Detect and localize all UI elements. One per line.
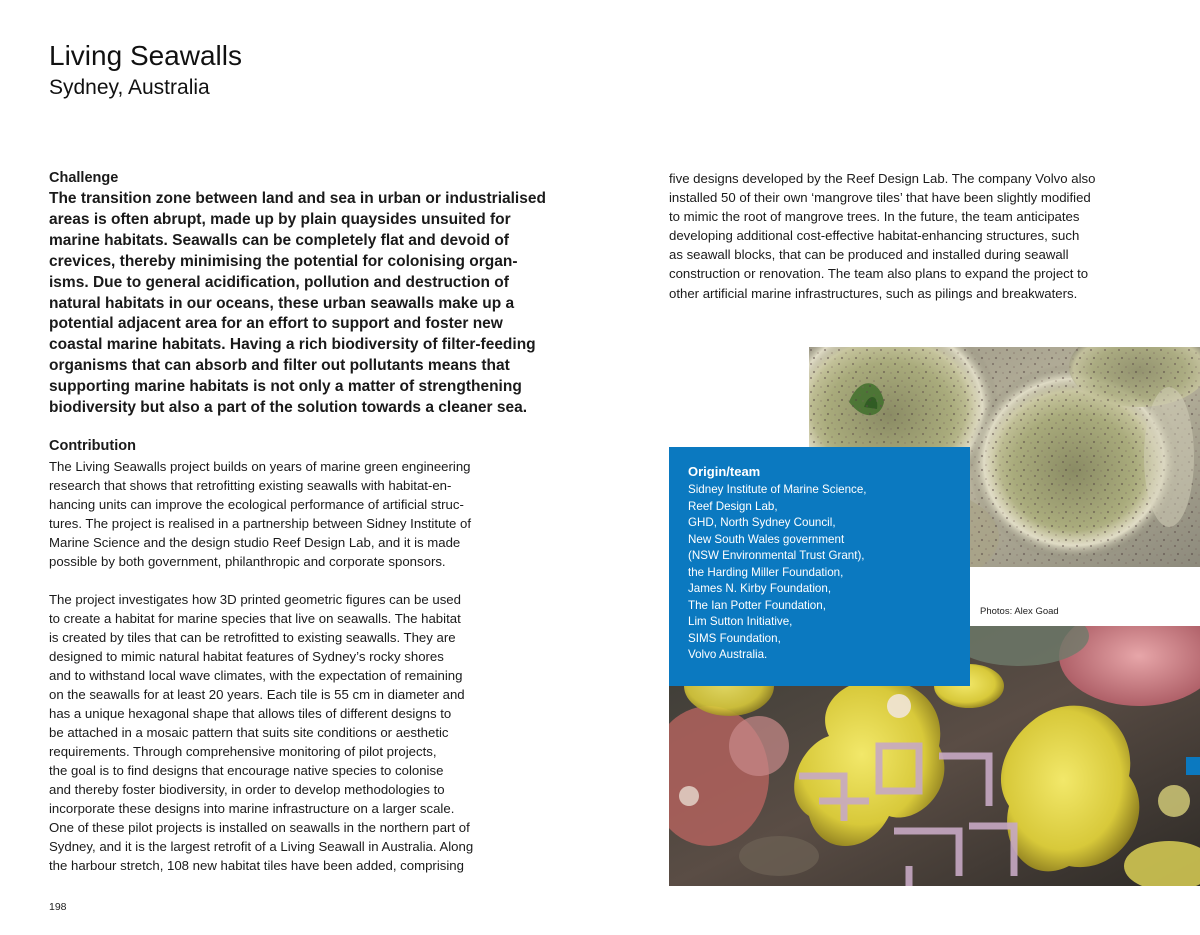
challenge-line: marine habitats. Seawalls can be completely flat and devoid of xyxy=(49,231,509,249)
contribution-heading: Contribution xyxy=(49,437,136,454)
paragraph-line: has a unique hexagonal shape that allows tiles of different designs to xyxy=(49,705,452,721)
origin-team-member: Sidney Institute of Marine Science, xyxy=(688,483,867,496)
paragraph-line: as seawall blocks, that can be produced and installed during seawall xyxy=(669,247,1069,263)
origin-team-member: Lim Sutton Initiative, xyxy=(688,615,793,628)
origin-title: Origin/team xyxy=(688,464,761,479)
paragraph-line: incorporate these designs into marine infrastructure on a larger scale. xyxy=(49,800,455,816)
paragraph-line: five designs developed by the Reef Design Lab. The company Volvo also xyxy=(669,171,1096,186)
paragraph-line: construction or renovation. The team also plans to expand the project to xyxy=(669,266,1089,282)
paragraph-line: The Living Seawalls project builds on years of marine green engineering xyxy=(49,458,471,474)
challenge-line: isms. Due to general acidification, pollution and destruction of xyxy=(49,273,509,291)
paragraph-line: Marine Science and the design studio Reef Design Lab, and it is made xyxy=(49,534,461,550)
paragraph-line: to mimic the root of mangrove trees. In the future, the team anticipates xyxy=(669,209,1080,225)
paragraph-line: hancing units can improve the ecological performance of artificial struc- xyxy=(49,496,464,512)
paragraph-line: Sydney, and it is the largest retrofit of a Living Seawall in Australia. Along xyxy=(49,838,474,854)
paragraph-line: other artificial marine infrastructures, such as pilings and breakwaters. xyxy=(669,285,1078,301)
photo-credit: Photos: Alex Goad xyxy=(980,606,1059,617)
paragraph-line: the goal is to find designs that encourage native species to colonise xyxy=(49,762,444,778)
paragraph-line: requirements. Through comprehensive monitoring of pilot projects, xyxy=(49,743,437,759)
contribution-paragraph-2 xyxy=(49,590,539,875)
origin-team-member: The Ian Potter Foundation, xyxy=(688,598,826,612)
challenge-line: areas is often abrupt, made up by plain quaysides unsuited for xyxy=(49,210,511,228)
origin-team-member: Reef Design Lab, xyxy=(688,499,778,513)
page-number: 198 xyxy=(49,901,67,913)
contribution-paragraph-1 xyxy=(49,457,539,571)
paragraph-line: designed to mimic natural habitat features of Sydney’s rocky shores xyxy=(49,648,444,664)
challenge-line: crevices, thereby minimising the potential for colonising organ- xyxy=(49,252,518,270)
right-column xyxy=(669,169,1159,303)
origin-team-member: GHD, North Sydney Council, xyxy=(688,516,836,529)
paragraph-line: to create a habitat for marine species that live on seawalls. The habitat xyxy=(49,610,461,626)
left-column xyxy=(49,168,546,875)
origin-team-member: James N. Kirby Foundation, xyxy=(688,582,832,595)
origin-team-member: SIMS Foundation, xyxy=(688,631,781,645)
section-tab-marker xyxy=(1186,757,1200,775)
challenge-line: potential adjacent area for an effort to support and foster new xyxy=(49,315,503,333)
challenge-text xyxy=(49,189,546,419)
page-title: Living Seawalls xyxy=(49,40,242,71)
origin-team-member: Volvo Australia. xyxy=(688,648,768,661)
challenge-line: supporting marine habitats is not only a matter of strengthening xyxy=(49,378,522,396)
paragraph-line: the harbour stretch, 108 new habitat tiles have been added, comprising xyxy=(49,857,464,873)
challenge-heading: Challenge xyxy=(49,170,119,186)
paragraph-line: research that shows that retrofitting existing seawalls with habitat-en- xyxy=(49,477,452,493)
paragraph-line: be attached in a mosaic pattern that suits site conditions or aesthetic xyxy=(49,724,449,740)
paragraph-line: and thereby foster biodiversity, in order to develop methodologies to xyxy=(49,781,445,797)
origin-team-member: (NSW Environmental Trust Grant), xyxy=(688,549,865,562)
challenge-line: coastal marine habitats. Having a rich biodiversity of filter-feeding xyxy=(49,336,536,354)
paragraph-line: tures. The project is realised in a partnership between Sidney Institute of xyxy=(49,515,471,531)
challenge-line: biodiversity but also a part of the solution towards a cleaner sea. xyxy=(49,399,528,417)
challenge-line: natural habitats in our oceans, these urban seawalls make up a xyxy=(49,294,515,312)
paragraph-line: and to withstand local wave climates, with the expectation of remaining xyxy=(49,667,463,683)
challenge-line: organisms that can absorb and filter out pollutants means that xyxy=(49,357,510,375)
paragraph-line: on the seawalls for at least 20 years. Each tile is 55 cm in diameter and xyxy=(49,686,465,702)
paragraph-line: One of these pilot projects is installed on seawalls in the northern part of xyxy=(49,819,470,835)
page-subtitle: Sydney, Australia xyxy=(49,76,210,99)
paragraph-line: The project investigates how 3D printed geometric figures can be used xyxy=(49,591,461,607)
paragraph-line: developing additional cost-effective habitat-enhancing structures, such xyxy=(669,228,1080,244)
challenge-line: The transition zone between land and sea in urban or industrialised xyxy=(49,190,546,207)
origin-team-member: the Harding Miller Foundation, xyxy=(688,565,844,579)
origin-team-box xyxy=(669,447,970,686)
paragraph-line: is created by tiles that can be retrofitted to existing seawalls. They are xyxy=(49,629,456,645)
paragraph-line: possible by both government, philanthropic and corporate sponsors. xyxy=(49,553,446,569)
paragraph-line: installed 50 of their own ‘mangrove tiles’ that have been slightly modified xyxy=(669,190,1091,206)
origin-team-member: New South Wales government xyxy=(688,532,845,546)
contribution-continuation xyxy=(669,169,1159,303)
